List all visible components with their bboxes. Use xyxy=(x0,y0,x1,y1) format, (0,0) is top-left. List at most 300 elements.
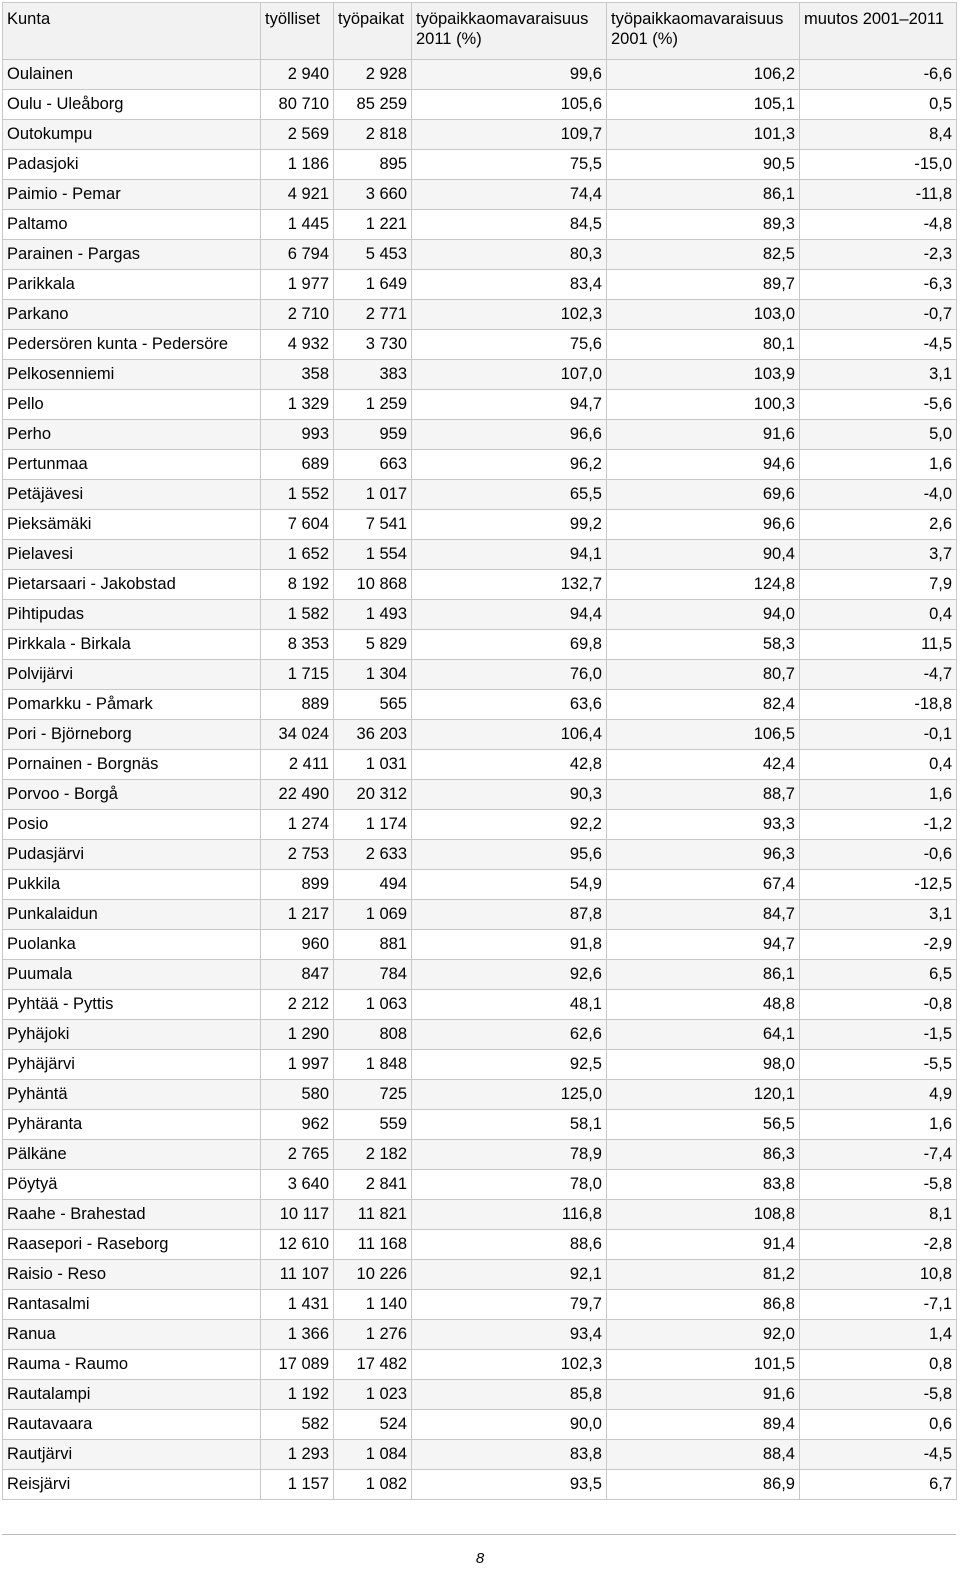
cell-muutos: 8,1 xyxy=(800,1200,957,1230)
cell-kunta: Raisio - Reso xyxy=(3,1260,261,1290)
cell-kunta: Pöytyä xyxy=(3,1170,261,1200)
cell-omavaraisuus-2011: 96,6 xyxy=(412,420,607,450)
table-row xyxy=(3,1200,957,1230)
table-row xyxy=(3,720,957,750)
cell-muutos: 1,6 xyxy=(800,450,957,480)
cell-muutos: 10,8 xyxy=(800,1260,957,1290)
cell-tyopaikat: 524 xyxy=(334,1410,412,1440)
table-row xyxy=(3,1230,957,1260)
cell-tyolliset: 6 794 xyxy=(261,240,334,270)
cell-tyolliset: 2 940 xyxy=(261,60,334,90)
cell-omavaraisuus-2011: 90,0 xyxy=(412,1410,607,1440)
cell-tyolliset: 689 xyxy=(261,450,334,480)
cell-tyolliset: 1 217 xyxy=(261,900,334,930)
cell-omavaraisuus-2001: 86,1 xyxy=(607,960,800,990)
cell-omavaraisuus-2011: 90,3 xyxy=(412,780,607,810)
cell-tyopaikat: 895 xyxy=(334,150,412,180)
cell-omavaraisuus-2011: 93,5 xyxy=(412,1470,607,1500)
cell-omavaraisuus-2001: 105,1 xyxy=(607,90,800,120)
cell-muutos: -0,1 xyxy=(800,720,957,750)
cell-tyopaikat: 85 259 xyxy=(334,90,412,120)
table-row xyxy=(3,1020,957,1050)
cell-omavaraisuus-2011: 80,3 xyxy=(412,240,607,270)
cell-omavaraisuus-2001: 98,0 xyxy=(607,1050,800,1080)
table-row xyxy=(3,390,957,420)
cell-tyopaikat: 1 084 xyxy=(334,1440,412,1470)
cell-omavaraisuus-2011: 88,6 xyxy=(412,1230,607,1260)
cell-tyolliset: 22 490 xyxy=(261,780,334,810)
cell-tyolliset: 12 610 xyxy=(261,1230,334,1260)
cell-omavaraisuus-2011: 92,5 xyxy=(412,1050,607,1080)
cell-tyolliset: 34 024 xyxy=(261,720,334,750)
cell-tyopaikat: 1 031 xyxy=(334,750,412,780)
cell-omavaraisuus-2001: 64,1 xyxy=(607,1020,800,1050)
header-omavaraisuus-2011: työpaikkaomavaraisuus 2011 (%) xyxy=(412,3,607,60)
cell-muutos: -12,5 xyxy=(800,870,957,900)
table-row xyxy=(3,180,957,210)
cell-tyolliset: 1 290 xyxy=(261,1020,334,1050)
cell-muutos: 3,7 xyxy=(800,540,957,570)
cell-muutos: -7,4 xyxy=(800,1140,957,1170)
cell-omavaraisuus-2011: 42,8 xyxy=(412,750,607,780)
cell-tyolliset: 7 604 xyxy=(261,510,334,540)
table-row xyxy=(3,1290,957,1320)
cell-tyopaikat: 5 829 xyxy=(334,630,412,660)
table-row xyxy=(3,870,957,900)
cell-omavaraisuus-2001: 103,0 xyxy=(607,300,800,330)
cell-muutos: 3,1 xyxy=(800,360,957,390)
cell-omavaraisuus-2001: 84,7 xyxy=(607,900,800,930)
cell-omavaraisuus-2011: 83,4 xyxy=(412,270,607,300)
cell-omavaraisuus-2011: 84,5 xyxy=(412,210,607,240)
cell-omavaraisuus-2001: 92,0 xyxy=(607,1320,800,1350)
table-row xyxy=(3,540,957,570)
cell-muutos: 6,7 xyxy=(800,1470,957,1500)
cell-omavaraisuus-2011: 54,9 xyxy=(412,870,607,900)
cell-muutos: 3,1 xyxy=(800,900,957,930)
cell-muutos: -4,8 xyxy=(800,210,957,240)
cell-omavaraisuus-2011: 99,2 xyxy=(412,510,607,540)
cell-tyolliset: 580 xyxy=(261,1080,334,1110)
cell-tyopaikat: 959 xyxy=(334,420,412,450)
cell-omavaraisuus-2001: 81,2 xyxy=(607,1260,800,1290)
cell-omavaraisuus-2011: 76,0 xyxy=(412,660,607,690)
cell-kunta: Puolanka xyxy=(3,930,261,960)
cell-omavaraisuus-2001: 42,4 xyxy=(607,750,800,780)
cell-tyolliset: 1 552 xyxy=(261,480,334,510)
cell-tyopaikat: 1 140 xyxy=(334,1290,412,1320)
cell-muutos: -1,5 xyxy=(800,1020,957,1050)
table-row xyxy=(3,270,957,300)
cell-omavaraisuus-2011: 95,6 xyxy=(412,840,607,870)
cell-kunta: Pielavesi xyxy=(3,540,261,570)
cell-omavaraisuus-2011: 109,7 xyxy=(412,120,607,150)
cell-omavaraisuus-2011: 48,1 xyxy=(412,990,607,1020)
table-row xyxy=(3,750,957,780)
cell-muutos: 1,6 xyxy=(800,780,957,810)
table-row xyxy=(3,210,957,240)
cell-muutos: -18,8 xyxy=(800,690,957,720)
cell-tyopaikat: 2 928 xyxy=(334,60,412,90)
cell-omavaraisuus-2011: 94,1 xyxy=(412,540,607,570)
table-row xyxy=(3,330,957,360)
cell-omavaraisuus-2011: 92,6 xyxy=(412,960,607,990)
cell-omavaraisuus-2011: 83,8 xyxy=(412,1440,607,1470)
cell-tyopaikat: 881 xyxy=(334,930,412,960)
table-row xyxy=(3,120,957,150)
cell-kunta: Padasjoki xyxy=(3,150,261,180)
cell-tyolliset: 4 921 xyxy=(261,180,334,210)
cell-kunta: Rautjärvi xyxy=(3,1440,261,1470)
table-row xyxy=(3,990,957,1020)
cell-kunta: Pirkkala - Birkala xyxy=(3,630,261,660)
cell-tyopaikat: 1 017 xyxy=(334,480,412,510)
cell-omavaraisuus-2001: 82,4 xyxy=(607,690,800,720)
table-row xyxy=(3,300,957,330)
cell-omavaraisuus-2001: 58,3 xyxy=(607,630,800,660)
cell-omavaraisuus-2001: 86,3 xyxy=(607,1140,800,1170)
table-row xyxy=(3,1110,957,1140)
cell-omavaraisuus-2001: 89,3 xyxy=(607,210,800,240)
cell-tyolliset: 889 xyxy=(261,690,334,720)
cell-omavaraisuus-2011: 78,9 xyxy=(412,1140,607,1170)
table-row xyxy=(3,90,957,120)
cell-kunta: Pyhtää - Pyttis xyxy=(3,990,261,1020)
cell-tyolliset: 8 192 xyxy=(261,570,334,600)
cell-tyolliset: 4 932 xyxy=(261,330,334,360)
cell-tyolliset: 1 329 xyxy=(261,390,334,420)
table-row xyxy=(3,930,957,960)
table-body xyxy=(3,60,957,1500)
cell-tyolliset: 2 753 xyxy=(261,840,334,870)
cell-kunta: Rautavaara xyxy=(3,1410,261,1440)
cell-kunta: Pelkosenniemi xyxy=(3,360,261,390)
cell-kunta: Paltamo xyxy=(3,210,261,240)
cell-omavaraisuus-2001: 124,8 xyxy=(607,570,800,600)
cell-omavaraisuus-2001: 120,1 xyxy=(607,1080,800,1110)
cell-muutos: 7,9 xyxy=(800,570,957,600)
cell-tyolliset: 3 640 xyxy=(261,1170,334,1200)
cell-omavaraisuus-2001: 90,5 xyxy=(607,150,800,180)
cell-omavaraisuus-2011: 125,0 xyxy=(412,1080,607,1110)
table-header-row xyxy=(3,3,957,60)
cell-tyolliset: 960 xyxy=(261,930,334,960)
table-row xyxy=(3,480,957,510)
cell-tyolliset: 8 353 xyxy=(261,630,334,660)
cell-muutos: -5,5 xyxy=(800,1050,957,1080)
cell-omavaraisuus-2011: 85,8 xyxy=(412,1380,607,1410)
cell-tyolliset: 1 274 xyxy=(261,810,334,840)
cell-tyopaikat: 663 xyxy=(334,450,412,480)
cell-tyopaikat: 559 xyxy=(334,1110,412,1140)
cell-tyopaikat: 725 xyxy=(334,1080,412,1110)
cell-kunta: Petäjävesi xyxy=(3,480,261,510)
cell-tyolliset: 1 186 xyxy=(261,150,334,180)
table-row xyxy=(3,1470,957,1500)
cell-kunta: Punkalaidun xyxy=(3,900,261,930)
cell-omavaraisuus-2001: 89,4 xyxy=(607,1410,800,1440)
table-row xyxy=(3,840,957,870)
cell-kunta: Parikkala xyxy=(3,270,261,300)
table-row xyxy=(3,1410,957,1440)
cell-tyolliset: 1 431 xyxy=(261,1290,334,1320)
table-row xyxy=(3,510,957,540)
cell-tyopaikat: 1 023 xyxy=(334,1380,412,1410)
cell-kunta: Pedersören kunta - Pedersöre xyxy=(3,330,261,360)
cell-kunta: Pori - Björneborg xyxy=(3,720,261,750)
table-row xyxy=(3,1260,957,1290)
cell-kunta: Pyhäjärvi xyxy=(3,1050,261,1080)
cell-omavaraisuus-2001: 91,6 xyxy=(607,420,800,450)
cell-omavaraisuus-2011: 107,0 xyxy=(412,360,607,390)
cell-tyopaikat: 383 xyxy=(334,360,412,390)
cell-omavaraisuus-2001: 103,9 xyxy=(607,360,800,390)
cell-kunta: Oulainen xyxy=(3,60,261,90)
cell-tyolliset: 1 715 xyxy=(261,660,334,690)
cell-muutos: 1,6 xyxy=(800,1110,957,1140)
cell-tyopaikat: 2 841 xyxy=(334,1170,412,1200)
cell-omavaraisuus-2011: 75,5 xyxy=(412,150,607,180)
cell-omavaraisuus-2001: 94,7 xyxy=(607,930,800,960)
cell-omavaraisuus-2001: 94,0 xyxy=(607,600,800,630)
table-row xyxy=(3,360,957,390)
cell-omavaraisuus-2001: 88,4 xyxy=(607,1440,800,1470)
cell-omavaraisuus-2001: 93,3 xyxy=(607,810,800,840)
cell-muutos: -5,8 xyxy=(800,1170,957,1200)
cell-tyopaikat: 10 226 xyxy=(334,1260,412,1290)
cell-tyolliset: 2 411 xyxy=(261,750,334,780)
cell-tyolliset: 899 xyxy=(261,870,334,900)
cell-omavaraisuus-2011: 91,8 xyxy=(412,930,607,960)
cell-kunta: Pukkila xyxy=(3,870,261,900)
cell-omavaraisuus-2011: 65,5 xyxy=(412,480,607,510)
cell-tyopaikat: 1 174 xyxy=(334,810,412,840)
cell-tyolliset: 1 157 xyxy=(261,1470,334,1500)
cell-muutos: 6,5 xyxy=(800,960,957,990)
cell-muutos: -11,8 xyxy=(800,180,957,210)
cell-omavaraisuus-2011: 132,7 xyxy=(412,570,607,600)
cell-omavaraisuus-2011: 102,3 xyxy=(412,300,607,330)
cell-muutos: -2,3 xyxy=(800,240,957,270)
table-row xyxy=(3,1380,957,1410)
cell-tyolliset: 2 212 xyxy=(261,990,334,1020)
cell-muutos: -6,3 xyxy=(800,270,957,300)
cell-omavaraisuus-2001: 80,1 xyxy=(607,330,800,360)
cell-kunta: Pietarsaari - Jakobstad xyxy=(3,570,261,600)
cell-omavaraisuus-2001: 82,5 xyxy=(607,240,800,270)
cell-omavaraisuus-2011: 102,3 xyxy=(412,1350,607,1380)
cell-omavaraisuus-2001: 91,6 xyxy=(607,1380,800,1410)
cell-omavaraisuus-2001: 96,3 xyxy=(607,840,800,870)
cell-omavaraisuus-2011: 69,8 xyxy=(412,630,607,660)
cell-kunta: Pornainen - Borgnäs xyxy=(3,750,261,780)
cell-omavaraisuus-2011: 94,7 xyxy=(412,390,607,420)
cell-tyopaikat: 2 633 xyxy=(334,840,412,870)
cell-muutos: -6,6 xyxy=(800,60,957,90)
cell-omavaraisuus-2001: 88,7 xyxy=(607,780,800,810)
cell-kunta: Pihtipudas xyxy=(3,600,261,630)
cell-tyolliset: 17 089 xyxy=(261,1350,334,1380)
cell-omavaraisuus-2001: 86,9 xyxy=(607,1470,800,1500)
cell-kunta: Pyhäntä xyxy=(3,1080,261,1110)
cell-kunta: Outokumpu xyxy=(3,120,261,150)
cell-omavaraisuus-2001: 94,6 xyxy=(607,450,800,480)
cell-muutos: -4,5 xyxy=(800,1440,957,1470)
cell-tyopaikat: 494 xyxy=(334,870,412,900)
cell-muutos: -5,8 xyxy=(800,1380,957,1410)
table-row xyxy=(3,1140,957,1170)
table-row xyxy=(3,240,957,270)
cell-tyopaikat: 565 xyxy=(334,690,412,720)
cell-tyolliset: 80 710 xyxy=(261,90,334,120)
cell-tyolliset: 582 xyxy=(261,1410,334,1440)
table-row xyxy=(3,60,957,90)
cell-tyopaikat: 20 312 xyxy=(334,780,412,810)
cell-tyopaikat: 11 168 xyxy=(334,1230,412,1260)
table-row xyxy=(3,420,957,450)
cell-kunta: Oulu - Uleåborg xyxy=(3,90,261,120)
table-row xyxy=(3,1170,957,1200)
cell-omavaraisuus-2001: 101,5 xyxy=(607,1350,800,1380)
cell-muutos: -4,5 xyxy=(800,330,957,360)
cell-muutos: -1,2 xyxy=(800,810,957,840)
table-row xyxy=(3,150,957,180)
cell-tyopaikat: 2 182 xyxy=(334,1140,412,1170)
cell-omavaraisuus-2001: 83,8 xyxy=(607,1170,800,1200)
cell-tyopaikat: 2 818 xyxy=(334,120,412,150)
cell-tyopaikat: 3 660 xyxy=(334,180,412,210)
cell-kunta: Pyhäranta xyxy=(3,1110,261,1140)
cell-muutos: -7,1 xyxy=(800,1290,957,1320)
cell-omavaraisuus-2001: 100,3 xyxy=(607,390,800,420)
cell-omavaraisuus-2011: 78,0 xyxy=(412,1170,607,1200)
cell-kunta: Parkano xyxy=(3,300,261,330)
cell-omavaraisuus-2001: 108,8 xyxy=(607,1200,800,1230)
cell-muutos: 0,5 xyxy=(800,90,957,120)
cell-tyolliset: 2 569 xyxy=(261,120,334,150)
cell-tyolliset: 847 xyxy=(261,960,334,990)
page-number: 8 xyxy=(475,1550,485,1567)
cell-tyopaikat: 1 276 xyxy=(334,1320,412,1350)
cell-tyolliset: 993 xyxy=(261,420,334,450)
cell-omavaraisuus-2011: 116,8 xyxy=(412,1200,607,1230)
cell-omavaraisuus-2011: 93,4 xyxy=(412,1320,607,1350)
cell-omavaraisuus-2001: 48,8 xyxy=(607,990,800,1020)
cell-omavaraisuus-2001: 90,4 xyxy=(607,540,800,570)
header-tyopaikat: työpaikat xyxy=(334,3,412,60)
cell-tyolliset: 10 117 xyxy=(261,1200,334,1230)
table-row xyxy=(3,660,957,690)
cell-tyolliset: 1 445 xyxy=(261,210,334,240)
cell-kunta: Pomarkku - Påmark xyxy=(3,690,261,720)
cell-omavaraisuus-2011: 63,6 xyxy=(412,690,607,720)
table-row xyxy=(3,1080,957,1110)
cell-muutos: -0,8 xyxy=(800,990,957,1020)
cell-tyolliset: 1 192 xyxy=(261,1380,334,1410)
cell-omavaraisuus-2011: 58,1 xyxy=(412,1110,607,1140)
table-row xyxy=(3,1320,957,1350)
cell-tyopaikat: 1 848 xyxy=(334,1050,412,1080)
cell-omavaraisuus-2001: 101,3 xyxy=(607,120,800,150)
cell-omavaraisuus-2011: 99,6 xyxy=(412,60,607,90)
cell-kunta: Rauma - Raumo xyxy=(3,1350,261,1380)
cell-tyopaikat: 1 304 xyxy=(334,660,412,690)
cell-kunta: Rantasalmi xyxy=(3,1290,261,1320)
table-row xyxy=(3,600,957,630)
cell-tyopaikat: 1 063 xyxy=(334,990,412,1020)
cell-tyopaikat: 784 xyxy=(334,960,412,990)
cell-tyopaikat: 11 821 xyxy=(334,1200,412,1230)
table-row xyxy=(3,960,957,990)
cell-muutos: 2,6 xyxy=(800,510,957,540)
cell-muutos: -4,0 xyxy=(800,480,957,510)
cell-kunta: Pello xyxy=(3,390,261,420)
cell-tyopaikat: 1 069 xyxy=(334,900,412,930)
cell-kunta: Perho xyxy=(3,420,261,450)
cell-kunta: Parainen - Pargas xyxy=(3,240,261,270)
cell-muutos: 4,9 xyxy=(800,1080,957,1110)
cell-omavaraisuus-2001: 89,7 xyxy=(607,270,800,300)
cell-kunta: Pudasjärvi xyxy=(3,840,261,870)
table-row xyxy=(3,570,957,600)
cell-kunta: Posio xyxy=(3,810,261,840)
cell-omavaraisuus-2001: 106,5 xyxy=(607,720,800,750)
cell-kunta: Raasepori - Raseborg xyxy=(3,1230,261,1260)
header-kunta: Kunta xyxy=(3,3,261,60)
cell-tyopaikat: 1 493 xyxy=(334,600,412,630)
cell-tyopaikat: 3 730 xyxy=(334,330,412,360)
cell-muutos: 0,4 xyxy=(800,600,957,630)
cell-tyopaikat: 1 082 xyxy=(334,1470,412,1500)
cell-muutos: -2,9 xyxy=(800,930,957,960)
table-row xyxy=(3,810,957,840)
cell-tyolliset: 1 652 xyxy=(261,540,334,570)
cell-kunta: Porvoo - Borgå xyxy=(3,780,261,810)
cell-tyolliset: 1 977 xyxy=(261,270,334,300)
table-row xyxy=(3,1440,957,1470)
cell-omavaraisuus-2011: 92,1 xyxy=(412,1260,607,1290)
cell-omavaraisuus-2001: 96,6 xyxy=(607,510,800,540)
header-omavaraisuus-2001: työpaikkaomavaraisuus 2001 (%) xyxy=(607,3,800,60)
table-row xyxy=(3,630,957,660)
cell-tyopaikat: 2 771 xyxy=(334,300,412,330)
cell-tyopaikat: 808 xyxy=(334,1020,412,1050)
cell-omavaraisuus-2011: 62,6 xyxy=(412,1020,607,1050)
cell-muutos: -0,6 xyxy=(800,840,957,870)
cell-muutos: 0,8 xyxy=(800,1350,957,1380)
cell-tyopaikat: 1 554 xyxy=(334,540,412,570)
cell-tyolliset: 1 366 xyxy=(261,1320,334,1350)
cell-muutos: 11,5 xyxy=(800,630,957,660)
cell-kunta: Pertunmaa xyxy=(3,450,261,480)
cell-omavaraisuus-2001: 56,5 xyxy=(607,1110,800,1140)
table-row xyxy=(3,450,957,480)
cell-tyopaikat: 1 649 xyxy=(334,270,412,300)
cell-tyopaikat: 5 453 xyxy=(334,240,412,270)
cell-muutos: -4,7 xyxy=(800,660,957,690)
cell-tyolliset: 1 997 xyxy=(261,1050,334,1080)
cell-kunta: Polvijärvi xyxy=(3,660,261,690)
cell-muutos: -15,0 xyxy=(800,150,957,180)
cell-omavaraisuus-2001: 106,2 xyxy=(607,60,800,90)
cell-muutos: -5,6 xyxy=(800,390,957,420)
cell-kunta: Pyhäjoki xyxy=(3,1020,261,1050)
cell-muutos: 0,6 xyxy=(800,1410,957,1440)
cell-muutos: 0,4 xyxy=(800,750,957,780)
cell-tyopaikat: 1 221 xyxy=(334,210,412,240)
cell-muutos: -2,8 xyxy=(800,1230,957,1260)
table-row xyxy=(3,780,957,810)
